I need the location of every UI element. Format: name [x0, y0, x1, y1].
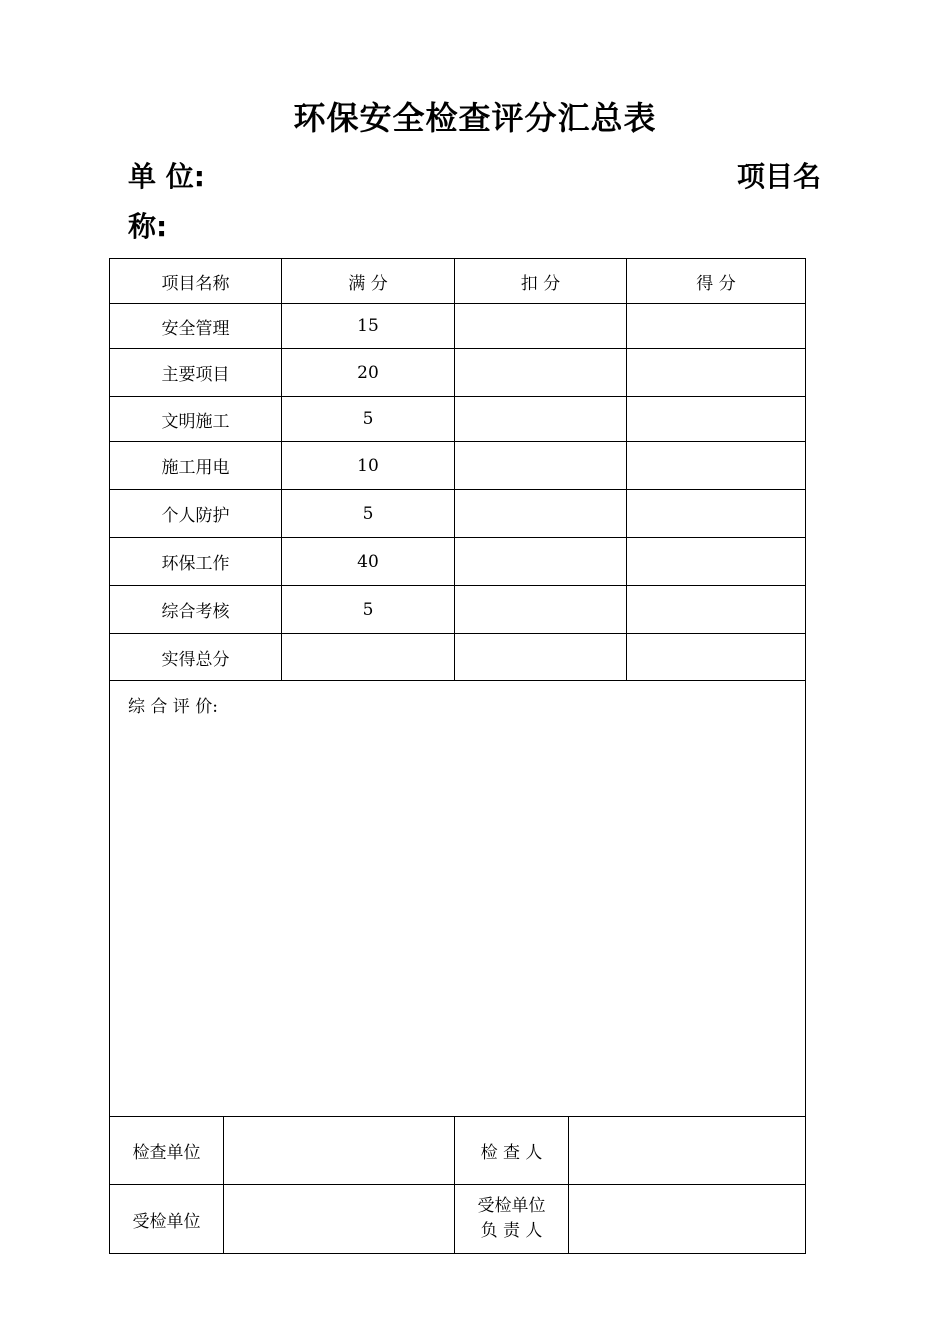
responsible-label-line2: 负 责 人 — [480, 1221, 543, 1241]
project-name-label: 项目名 — [737, 160, 822, 193]
score-cell[interactable] — [627, 442, 805, 489]
deduction-cell[interactable] — [455, 538, 626, 585]
score-cell[interactable] — [627, 586, 805, 633]
deduction-cell[interactable] — [455, 349, 626, 396]
unit-label: 单 位: — [128, 160, 205, 193]
evaluation-field[interactable] — [128, 722, 788, 1102]
inspected-unit-label: 受检单位 — [132, 1211, 201, 1232]
item-name-cell: 环保工作 — [161, 554, 230, 574]
project-name-label-continued: 称: — [128, 210, 168, 243]
score-cell[interactable] — [627, 349, 805, 396]
inspected-unit-responsible-field[interactable] — [569, 1185, 805, 1253]
row-divider — [109, 680, 806, 681]
inspect-unit-label: 检查单位 — [132, 1143, 201, 1163]
inspect-unit-field[interactable] — [224, 1117, 454, 1184]
item-name-cell: 安全管理 — [161, 318, 230, 339]
score-cell[interactable] — [627, 397, 805, 441]
inspector-label: 检 查 人 — [480, 1143, 543, 1163]
header-deduction: 扣 分 — [520, 273, 561, 294]
total-score-label: 实得总分 — [161, 649, 230, 670]
table-border-right — [805, 258, 806, 1254]
deduction-cell[interactable] — [455, 490, 626, 537]
item-name-cell: 综合考核 — [161, 602, 230, 622]
document-title: 环保安全检查评分汇总表 — [293, 99, 657, 137]
item-name-cell: 施工用电 — [161, 458, 230, 478]
header-full-score: 满 分 — [348, 273, 388, 294]
header-score: 得 分 — [696, 273, 736, 294]
deduction-cell[interactable] — [455, 586, 626, 633]
full-score-cell: 5 — [362, 409, 374, 429]
deduction-cell[interactable] — [455, 634, 626, 680]
deduction-cell[interactable] — [455, 442, 626, 489]
score-cell[interactable] — [627, 538, 805, 585]
full-score-cell: 5 — [362, 503, 374, 524]
deduction-cell[interactable] — [455, 304, 626, 348]
full-score-cell: 40 — [357, 551, 379, 572]
full-score-cell: 5 — [362, 599, 374, 620]
item-name-cell: 个人防护 — [161, 506, 230, 526]
inspector-field[interactable] — [569, 1117, 805, 1184]
deduction-cell[interactable] — [455, 397, 626, 441]
full-score-cell — [282, 634, 454, 680]
table-border-bottom — [109, 1253, 806, 1254]
full-score-cell: 15 — [357, 316, 379, 336]
item-name-cell: 文明施工 — [161, 411, 230, 432]
score-cell[interactable] — [627, 304, 805, 348]
evaluation-label: 综 合 评 价: — [128, 697, 218, 717]
full-score-cell: 20 — [357, 362, 379, 383]
header-item-name: 项目名称 — [161, 273, 230, 294]
inspected-unit-responsible-label — [455, 1185, 568, 1253]
inspected-unit-field[interactable] — [224, 1185, 454, 1253]
responsible-label-line1: 受检单位 — [477, 1196, 546, 1216]
full-score-cell: 10 — [357, 455, 379, 476]
item-name-cell: 主要项目 — [161, 365, 230, 385]
score-cell[interactable] — [627, 490, 805, 537]
score-cell[interactable] — [627, 634, 805, 680]
